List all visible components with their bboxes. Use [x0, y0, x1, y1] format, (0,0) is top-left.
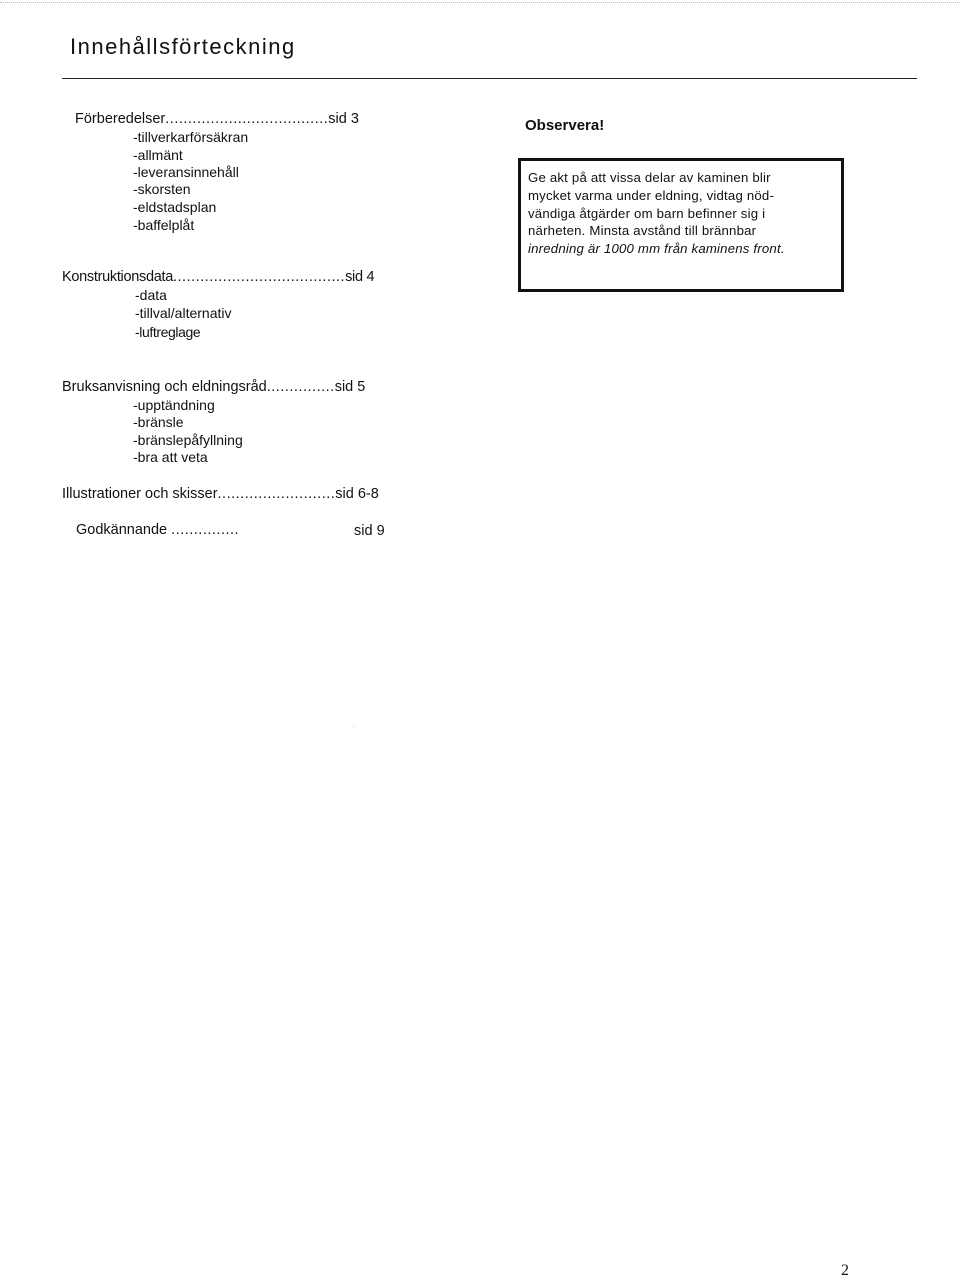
notice-heading: Observera! [525, 117, 605, 134]
toc-subitem: -luftreglage [135, 324, 201, 340]
top-dotted-rule [0, 2, 960, 3]
toc-entry-label: Konstruktionsdata [62, 269, 173, 285]
notice-box [518, 158, 844, 292]
toc-entry-label: Förberedelser [75, 111, 166, 127]
toc-entry-label: Bruksanvisning och eldningsråd [62, 379, 267, 395]
toc-entry-illustrationer [62, 485, 379, 503]
toc-subitem: -bränsle [133, 414, 184, 430]
toc-subitem: -skorsten [133, 181, 191, 197]
toc-dot-leader: .......................... [217, 486, 336, 502]
toc-entry-page: sid 5 [334, 379, 366, 395]
toc-entry-label: Illustrationer och skisser [62, 486, 218, 502]
toc-subitem: -tillval/alternativ [135, 305, 232, 321]
notice-line: vändiga åtgärder om barn befinner sig i [528, 205, 766, 221]
toc-subitem: -tillverkarförsäkran [133, 129, 249, 145]
page-title: Innehållsförteckning [70, 34, 296, 59]
toc-entry-page: sid 3 [328, 111, 359, 127]
toc-dot-leader: ............... [171, 522, 240, 538]
toc-entry-forberedelser [75, 110, 359, 128]
scan-speck: · [352, 722, 355, 731]
page-number: 2 [841, 1262, 849, 1279]
toc-subitem: -bra att veta [133, 449, 208, 465]
toc-dot-leader: .................................... [165, 111, 329, 127]
toc-entry-bruksanvisning [62, 378, 365, 396]
toc-subitem: -data [135, 287, 167, 303]
toc-entry-label: Godkännande [76, 522, 168, 538]
toc-subitem: -eldstadsplan [133, 199, 217, 215]
toc-subitem: -upptändning [133, 397, 215, 413]
notice-line: Ge akt på att vissa delar av kaminen blir [528, 170, 771, 185]
notice-line: inredning är 1000 mm från kaminens front. [528, 241, 785, 257]
toc-entry-page: sid 4 [345, 269, 375, 285]
toc-dot-leader: ...................................... [172, 269, 346, 285]
notice-line: mycket varma under eldning, vidtag nöd- [528, 187, 775, 203]
notice-line: närheten. Minsta avstånd till brännbar [528, 223, 757, 239]
toc-subitem: -leveransinnehåll [133, 164, 239, 180]
toc-subitem: -allmänt [133, 147, 183, 163]
toc-subitem: -bränslepåfyllning [133, 432, 243, 448]
toc-entry-page: sid 6-8 [335, 486, 379, 502]
toc-dot-leader: ............... [266, 379, 335, 395]
toc-entry-godkannande [76, 521, 239, 539]
toc-subitem: -baffelplåt [133, 217, 195, 233]
title-rule [62, 78, 917, 79]
notice-text [528, 169, 834, 258]
toc-entry-page: sid 9 [354, 523, 385, 539]
toc-entry-konstruktionsdata [62, 268, 374, 286]
